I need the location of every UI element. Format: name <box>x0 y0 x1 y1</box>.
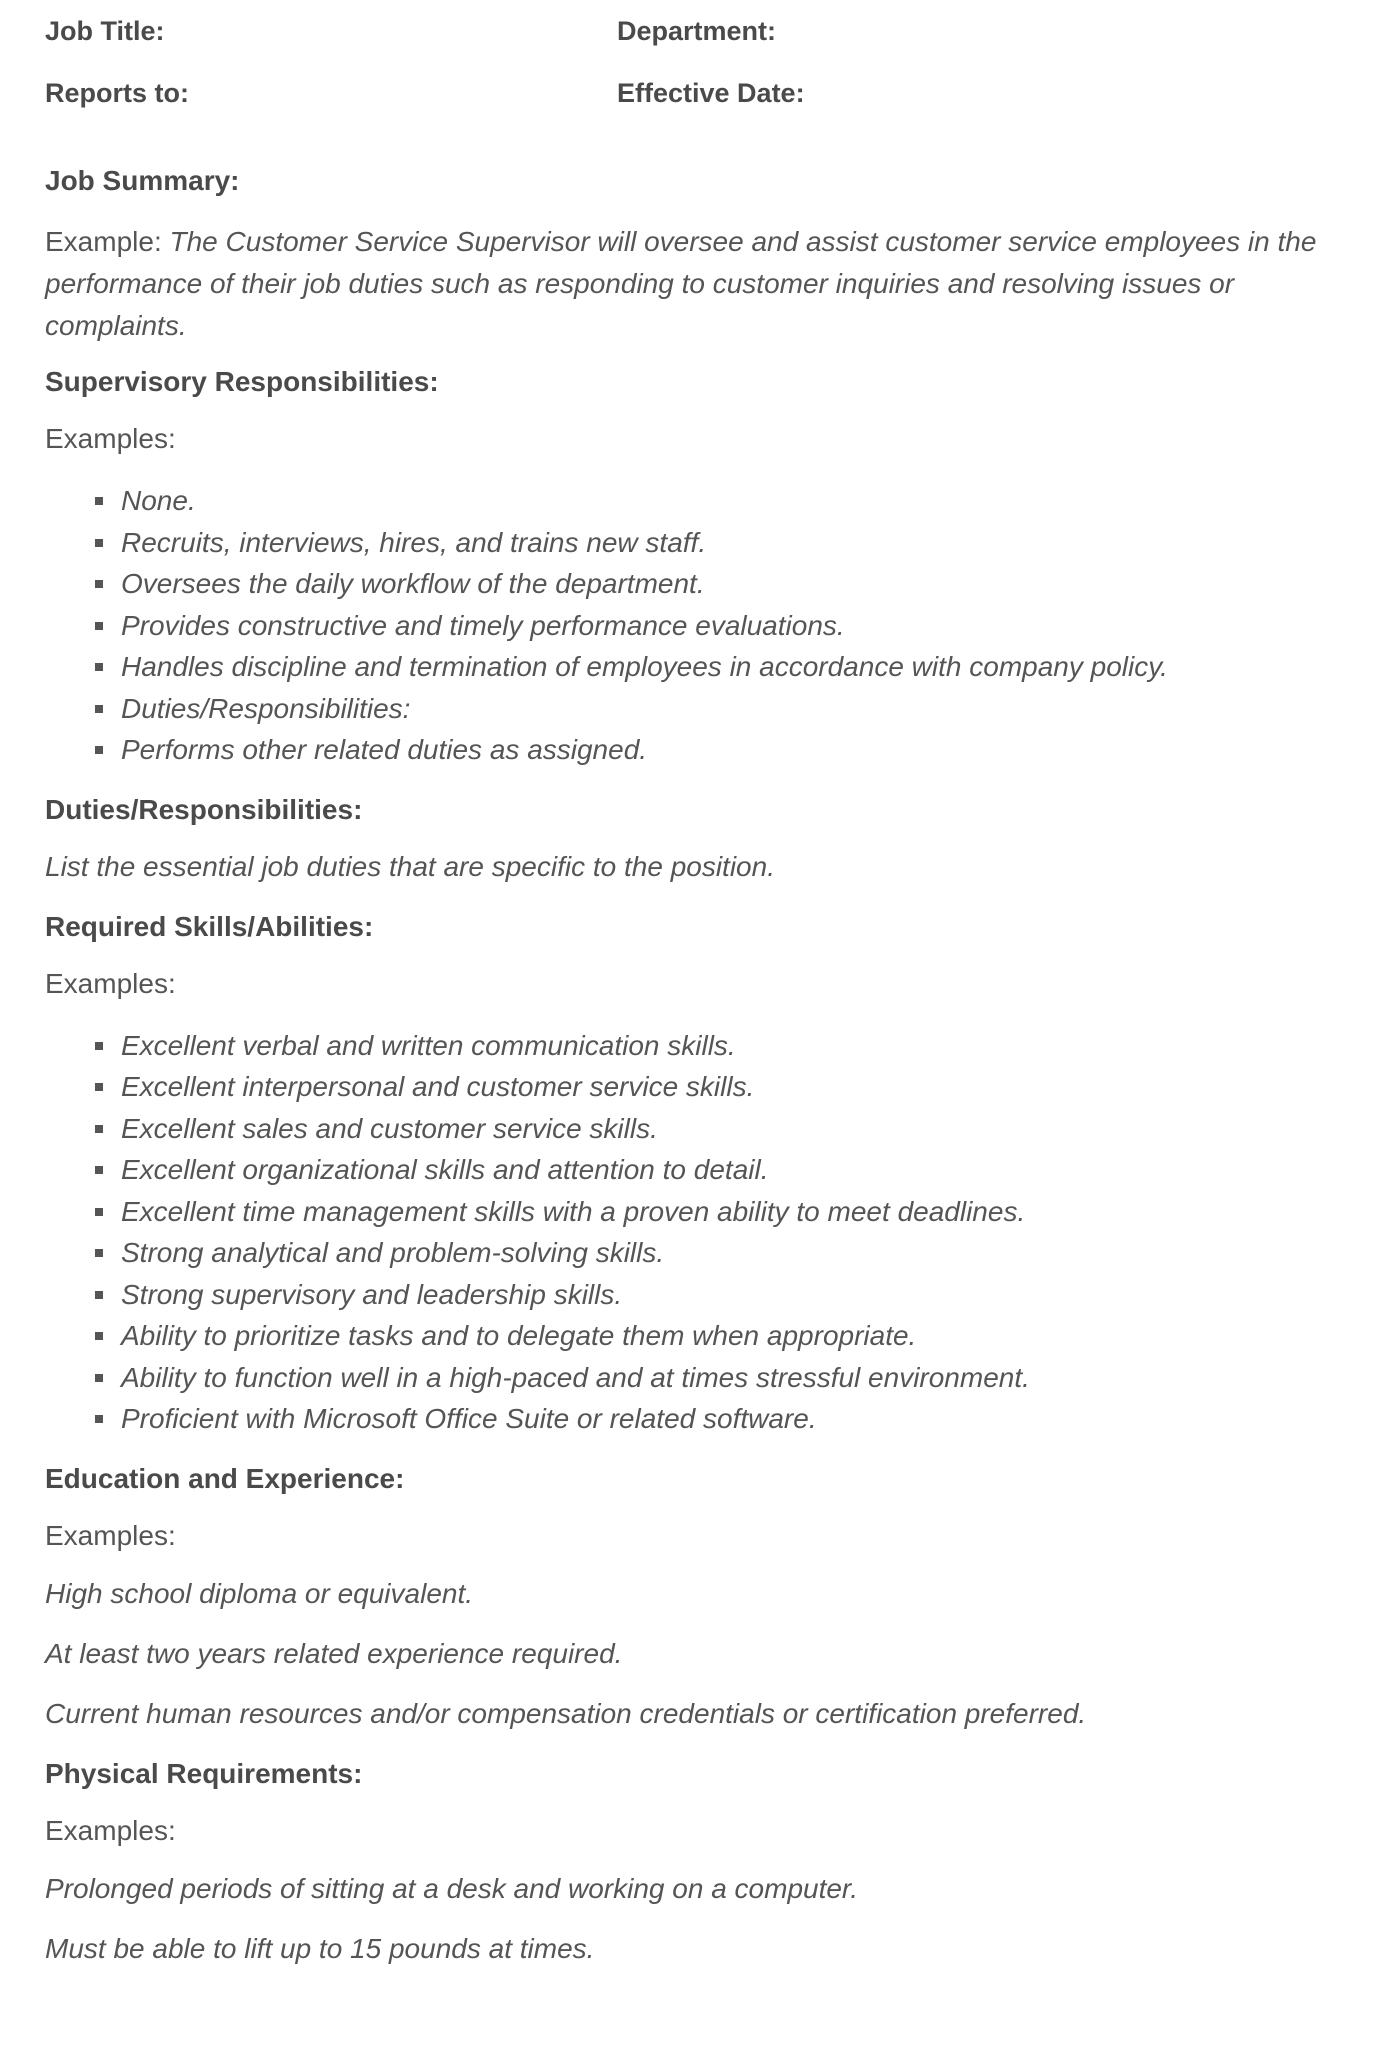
physical-heading: Physical Requirements: <box>45 1757 363 1789</box>
list-item <box>95 1025 1330 1067</box>
list-item-text: Performs other related duties as assigned. <box>121 734 648 765</box>
list-item-text: None. <box>121 485 196 516</box>
list-item-text: Handles discipline and termination of employees in accordance with company policy. <box>121 651 1168 682</box>
job-summary-text <box>45 221 1330 347</box>
list-item-text: Ability to prioritize tasks and to delegate them when appropriate. <box>121 1320 917 1351</box>
list-item-text: Excellent interpersonal and customer service skills. <box>121 1071 755 1102</box>
list-item <box>95 646 1330 688</box>
list-item <box>95 688 1330 730</box>
education-line: Current human resources and/or compensation credentials or certification preferred. <box>45 1697 1087 1729</box>
education-line: High school diploma or equivalent. <box>45 1577 474 1609</box>
list-item-text: Excellent sales and customer service skills. <box>121 1112 658 1144</box>
list-item-text: Excellent verbal and written communication skills. <box>121 1029 736 1061</box>
square-bullet-icon <box>95 1249 103 1257</box>
square-bullet-icon <box>95 705 103 713</box>
duties-section <box>45 793 1330 884</box>
list-item <box>95 729 1330 771</box>
physical-line: Prolonged periods of sitting at a desk and working on a computer. <box>45 1872 858 1904</box>
supervisory-heading: Supervisory Responsibilities: <box>45 366 439 397</box>
job-summary-example: The Customer Service Supervisor will oversee and assist customer service employees in the performance of their job duties such as responding to customer inquiries and resolving issues or complaints. <box>45 226 1317 341</box>
supervisory-examples-label: Examples: <box>45 423 176 454</box>
list-item <box>95 1066 1330 1108</box>
list-item <box>95 563 1330 605</box>
supervisory-section <box>45 365 1330 771</box>
square-bullet-icon <box>95 746 103 754</box>
list-item <box>95 480 1330 522</box>
list-item <box>95 1274 1330 1316</box>
list-item <box>95 1232 1330 1274</box>
skills-heading: Required Skills/Abilities: <box>45 910 374 942</box>
list-item-text: Strong supervisory and leadership skills. <box>121 1278 623 1310</box>
list-item-text: Provides constructive and timely performance evaluations. <box>121 609 845 641</box>
list-item <box>95 1191 1330 1233</box>
education-heading: Education and Experience: <box>45 1462 405 1494</box>
square-bullet-icon <box>95 1415 103 1423</box>
list-item-text: Proficient with Microsoft Office Suite or related software. <box>121 1403 817 1434</box>
square-bullet-icon <box>95 1291 103 1299</box>
square-bullet-icon <box>95 622 103 630</box>
square-bullet-icon <box>95 1332 103 1340</box>
list-item-text: Excellent time management skills with a proven ability to meet deadlines. <box>121 1195 1026 1227</box>
duties-heading: Duties/Responsibilities: <box>45 793 363 825</box>
list-item-text: Recruits, interviews, hires, and trains new staff. <box>121 526 707 558</box>
physical-section <box>45 1757 1330 1966</box>
list-item-text: Duties/Responsibilities: <box>121 692 411 724</box>
square-bullet-icon <box>95 1083 103 1091</box>
square-bullet-icon <box>95 1166 103 1174</box>
skills-examples-label: Examples: <box>45 967 176 999</box>
list-item-text: Ability to function well in a high-paced and at times stressful environment. <box>121 1361 1030 1393</box>
square-bullet-icon <box>95 1208 103 1216</box>
skills-list <box>45 1025 1330 1440</box>
department-label: Department: <box>617 16 777 46</box>
job-summary-heading: Job Summary: <box>45 165 240 196</box>
education-line: At least two years related experience required. <box>45 1637 623 1669</box>
supervisory-list <box>45 480 1330 771</box>
effective-date-label: Effective Date: <box>617 78 805 108</box>
skills-section <box>45 910 1330 1440</box>
list-item <box>95 1315 1330 1357</box>
job-summary-section <box>45 164 1330 347</box>
square-bullet-icon <box>95 1042 103 1050</box>
list-item <box>95 1398 1330 1440</box>
education-section <box>45 1462 1330 1731</box>
list-item <box>95 1149 1330 1191</box>
header-fields <box>45 14 1330 110</box>
job-title-label: Job Title: <box>45 16 165 46</box>
physical-line: Must be able to lift up to 15 pounds at times. <box>45 1932 595 1964</box>
square-bullet-icon <box>95 539 103 547</box>
square-bullet-icon <box>95 1125 103 1133</box>
list-item <box>95 1357 1330 1399</box>
list-item <box>95 522 1330 564</box>
list-item-text: Strong analytical and problem-solving skills. <box>121 1237 665 1268</box>
duties-text: List the essential job duties that are specific to the position. <box>45 850 775 882</box>
square-bullet-icon <box>95 1374 103 1382</box>
reports-to-label: Reports to: <box>45 78 189 108</box>
education-examples-label: Examples: <box>45 1519 176 1551</box>
job-summary-prefix: Example: <box>45 226 170 257</box>
list-item-text: Excellent organizational skills and attention to detail. <box>121 1154 769 1185</box>
list-item <box>95 605 1330 647</box>
square-bullet-icon <box>95 663 103 671</box>
square-bullet-icon <box>95 497 103 505</box>
list-item <box>95 1108 1330 1150</box>
square-bullet-icon <box>95 580 103 588</box>
physical-examples-label: Examples: <box>45 1814 176 1846</box>
list-item-text: Oversees the daily workflow of the department. <box>121 568 705 599</box>
